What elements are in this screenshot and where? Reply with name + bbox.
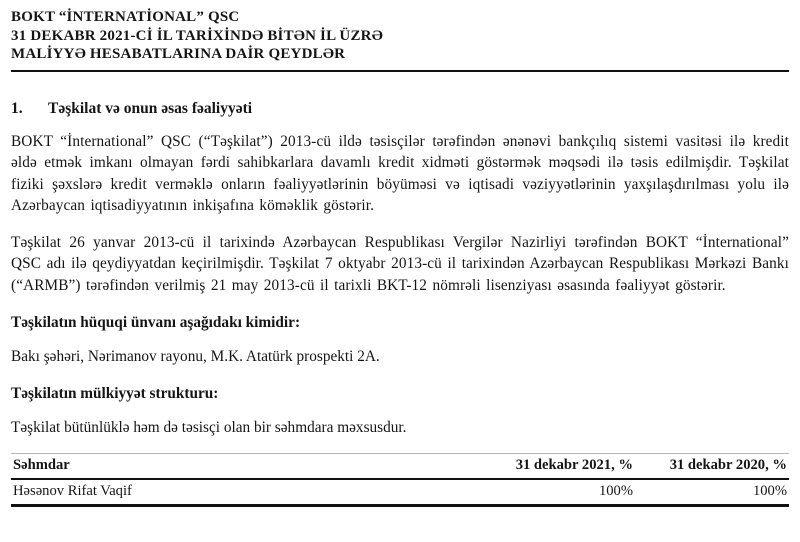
section-number: 1. (11, 99, 23, 117)
section-heading (11, 99, 789, 119)
doc-header-title: MALİYYƏ HESABATLARINA DAİR QEYDLƏR (11, 46, 346, 62)
share-2020-cell: 100% (752, 483, 787, 499)
section-title: Təşkilat və onun əsas fəaliyyəti (48, 99, 253, 117)
ownership-heading: Təşkilatın mülkiyyət strukturu: (11, 385, 219, 402)
document-header (11, 8, 789, 72)
column-header-shareholder: Səhmdar (11, 454, 481, 480)
doc-header-company: BOKT “İNTERNATİONAL” QSC (11, 9, 240, 25)
column-header-2020: 31 dekabr 2020, % (635, 454, 789, 480)
doc-header-period: 31 DEKABR 2021-Cİ İL TARİXİNDƏ BİTƏN İL ÜZRƏ (11, 27, 383, 44)
table-row (11, 479, 789, 506)
legal-address-heading: Təşkilatın hüquqi ünvanı aşağıdakı kimidir: (11, 314, 301, 331)
table-header-row (11, 454, 789, 480)
paragraph-registration: Təşkilat 26 yanvar 2013-cü il tarixində Azərbaycan Respublikası Vergilər Nazirliyi tərəfindən BOKT “İnternational” QSC adı ilə qeydiyyatdan keçirilmişdir. Təşkilat 7 oktyabr 2013-cü il tarixindən Azərbaycan Respublikası Mərkəzi Bankı (“ARMB”) tərəfindən verilmiş 21 may 2013-cü il tarixli BKT-12 nömrəli lisenziyası əsasında fəaliyyət göstərir. (11, 233, 789, 294)
paragraph-establishment: BOKT “İnternational” QSC (“Təşkilat”) 2013-cü ildə təsisçilər tərəfindən ənənəvi bankçılıq sistemi vasitəsi ilə kredit əldə etmək imkanı olmayan fərdi sahibkarlara davamlı kredit xidməti göstərmək məqsədi ilə təsis edilmişdir. Təşkilat fiziki şəxslərə kredit verməklə onların fəaliyyətlərinin böyüməsi və iqtisadi vəziyyətlərinin yaxşılaşdırılması yolu ilə Azərbaycan iqtisadiyyatının inkişafına köməklik göstərir. (11, 132, 789, 214)
shareholders-table (11, 453, 789, 507)
shareholder-name-cell: Həsənov Rifat Vaqif (13, 483, 132, 499)
ownership-text: Təşkilat bütünlüklə həm də təsisçi olan bir səhmdara məxsusdur. (11, 419, 407, 436)
column-header-2021: 31 dekabr 2021, % (481, 454, 635, 480)
share-2021-cell: 100% (598, 483, 633, 499)
legal-address-text: Bakı şəhəri, Nərimanov rayonu, M.K. Atatürk prospekti 2A. (11, 348, 380, 365)
